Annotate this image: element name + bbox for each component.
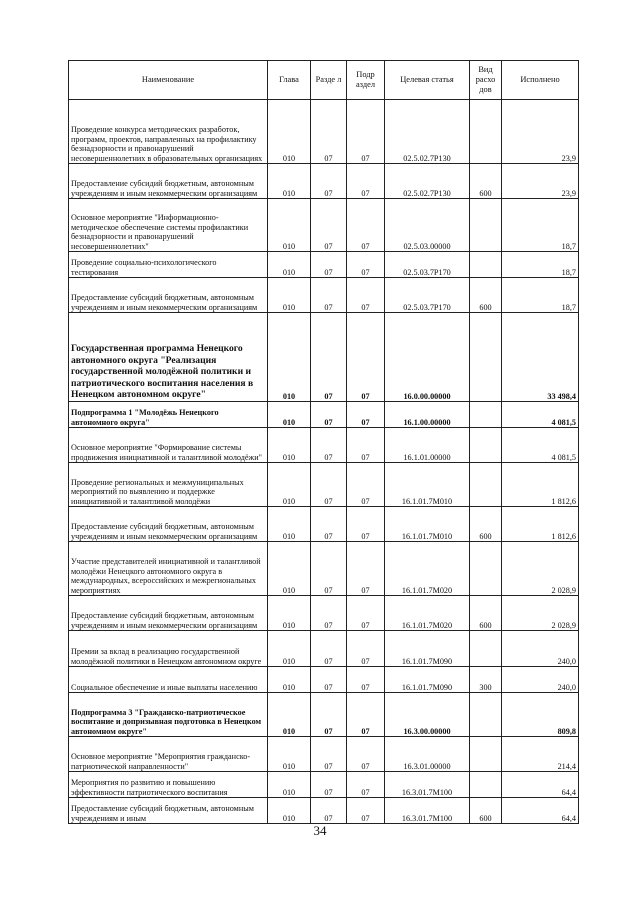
row-glava-cell: 010 xyxy=(268,667,311,693)
row-podrazdel-cell: 07 xyxy=(347,199,385,252)
row-amount-cell: 2 028,9 xyxy=(502,542,579,596)
row-name-cell: Подпрограмма 1 "Молодёжь Ненецкого автономного округа" xyxy=(69,402,268,428)
row-name-cell: Основное мероприятие "Мероприятия гражданско-патриотической направленности" xyxy=(69,737,268,772)
row-amount-cell: 1 812,6 xyxy=(502,463,579,507)
row-vid-cell xyxy=(470,252,502,278)
row-podrazdel-cell: 07 xyxy=(347,596,385,631)
row-name-cell: Премии за вклад в реализацию государственной молодёжной политики в Ненецком автономном округе xyxy=(69,631,268,667)
row-vid-cell xyxy=(470,100,502,164)
row-amount-cell: 4 081,5 xyxy=(502,402,579,428)
table-header-row xyxy=(69,61,579,100)
row-glava-cell: 010 xyxy=(268,252,311,278)
row-podrazdel-cell: 07 xyxy=(347,252,385,278)
row-podrazdel-cell: 07 xyxy=(347,313,385,402)
row-statya-cell: 02.5.03.7Р170 xyxy=(385,278,470,313)
table-row xyxy=(69,772,579,798)
row-vid-cell: 600 xyxy=(470,507,502,542)
table-row xyxy=(69,278,579,313)
table-row xyxy=(69,252,579,278)
header-razdel: Разде л xyxy=(311,61,347,100)
row-name-cell: Подпрограмма 3 "Гражданско-патриотическое воспитание и допризывная подготовка в Ненецком автономном округе" xyxy=(69,693,268,737)
table-row xyxy=(69,798,579,824)
row-statya-cell: 16.3.01.7М100 xyxy=(385,772,470,798)
row-razdel-cell: 07 xyxy=(311,313,347,402)
row-podrazdel-cell: 07 xyxy=(347,402,385,428)
row-amount-cell: 809,8 xyxy=(502,693,579,737)
row-vid-cell xyxy=(470,542,502,596)
row-statya-cell: 16.3.01.00000 xyxy=(385,737,470,772)
table-row xyxy=(69,402,579,428)
row-glava-cell: 010 xyxy=(268,164,311,199)
row-podrazdel-cell: 07 xyxy=(347,737,385,772)
row-vid-cell: 600 xyxy=(470,164,502,199)
row-statya-cell: 02.5.02.7Р130 xyxy=(385,100,470,164)
row-glava-cell: 010 xyxy=(268,313,311,402)
row-statya-cell: 16.1.01.7М020 xyxy=(385,542,470,596)
table-row xyxy=(69,313,579,402)
header-vid: Вид расхо дов xyxy=(470,61,502,100)
row-razdel-cell: 07 xyxy=(311,631,347,667)
row-vid-cell: 300 xyxy=(470,667,502,693)
table-row xyxy=(69,631,579,667)
row-vid-cell xyxy=(470,737,502,772)
table-row xyxy=(69,428,579,463)
row-podrazdel-cell: 07 xyxy=(347,100,385,164)
row-name-cell: Государственная программа Ненецкого автономного округа "Реализация государственной молодёжной политики и патриотического воспитания населения в Ненецком автономном округе" xyxy=(69,313,268,402)
table-row xyxy=(69,542,579,596)
row-amount-cell: 18,7 xyxy=(502,199,579,252)
row-amount-cell: 18,7 xyxy=(502,252,579,278)
row-statya-cell: 16.1.01.7М090 xyxy=(385,631,470,667)
row-razdel-cell: 07 xyxy=(311,199,347,252)
row-amount-cell: 18,7 xyxy=(502,278,579,313)
row-podrazdel-cell: 07 xyxy=(347,772,385,798)
row-glava-cell: 010 xyxy=(268,507,311,542)
row-amount-cell: 4 081,5 xyxy=(502,428,579,463)
row-glava-cell: 010 xyxy=(268,278,311,313)
row-podrazdel-cell: 07 xyxy=(347,507,385,542)
row-vid-cell xyxy=(470,631,502,667)
row-glava-cell: 010 xyxy=(268,596,311,631)
row-podrazdel-cell: 07 xyxy=(347,631,385,667)
row-glava-cell: 010 xyxy=(268,199,311,252)
row-razdel-cell: 07 xyxy=(311,164,347,199)
row-name-cell: Проведение региональных и межмуниципальных мероприятий по выявлению и поддержке инициативной и талантливой молодёжи xyxy=(69,463,268,507)
row-vid-cell: 600 xyxy=(470,798,502,824)
row-vid-cell: 600 xyxy=(470,596,502,631)
row-name-cell: Проведение социально-психологического тестирования xyxy=(69,252,268,278)
row-statya-cell: 16.0.00.00000 xyxy=(385,313,470,402)
row-glava-cell: 010 xyxy=(268,463,311,507)
row-name-cell: Мероприятия по развитию и повышению эффективности патриотического воспитания xyxy=(69,772,268,798)
header-glava: Глава xyxy=(268,61,311,100)
row-statya-cell: 16.1.00.00000 xyxy=(385,402,470,428)
row-statya-cell: 16.3.01.7М100 xyxy=(385,798,470,824)
row-name-cell: Основное мероприятие "Формирование системы продвижения инициативной и талантливой молодёжи" xyxy=(69,428,268,463)
row-razdel-cell: 07 xyxy=(311,542,347,596)
row-glava-cell: 010 xyxy=(268,542,311,596)
row-name-cell: Предоставление субсидий бюджетным, автономным учреждениям и иным xyxy=(69,798,268,824)
row-amount-cell: 33 498,4 xyxy=(502,313,579,402)
row-amount-cell: 23,9 xyxy=(502,100,579,164)
row-amount-cell: 214,4 xyxy=(502,737,579,772)
row-razdel-cell: 07 xyxy=(311,278,347,313)
row-razdel-cell: 07 xyxy=(311,252,347,278)
header-name: Наименование xyxy=(69,61,268,100)
row-statya-cell: 02.5.03.7Р170 xyxy=(385,252,470,278)
row-podrazdel-cell: 07 xyxy=(347,164,385,199)
page-number: 34 xyxy=(313,823,327,838)
row-amount-cell: 2 028,9 xyxy=(502,596,579,631)
table-row xyxy=(69,667,579,693)
row-amount-cell: 1 812,6 xyxy=(502,507,579,542)
row-razdel-cell: 07 xyxy=(311,798,347,824)
row-vid-cell xyxy=(470,693,502,737)
row-razdel-cell: 07 xyxy=(311,463,347,507)
row-amount-cell: 64,4 xyxy=(502,772,579,798)
row-amount-cell: 240,0 xyxy=(502,631,579,667)
row-podrazdel-cell: 07 xyxy=(347,463,385,507)
row-razdel-cell: 07 xyxy=(311,693,347,737)
row-glava-cell: 010 xyxy=(268,737,311,772)
row-statya-cell: 16.3.00.00000 xyxy=(385,693,470,737)
row-name-cell: Основное мероприятие "Информационно-методическое обеспечение системы профилактики безнадзорности и правонарушений несовершеннолетних" xyxy=(69,199,268,252)
table-row xyxy=(69,507,579,542)
row-amount-cell: 64,4 xyxy=(502,798,579,824)
row-name-cell: Предоставление субсидий бюджетным, автономным учреждениям и иным некоммерческим организациям xyxy=(69,507,268,542)
row-name-cell: Проведение конкурса методических разработок, программ, проектов, направленных на профилактику безнадзорности и правонарушений несовершеннолетних в образовательных организациях xyxy=(69,100,268,164)
row-vid-cell: 600 xyxy=(470,278,502,313)
row-podrazdel-cell: 07 xyxy=(347,693,385,737)
row-razdel-cell: 07 xyxy=(311,596,347,631)
row-statya-cell: 16.1.01.7М020 xyxy=(385,596,470,631)
row-vid-cell xyxy=(470,463,502,507)
row-podrazdel-cell: 07 xyxy=(347,798,385,824)
row-vid-cell xyxy=(470,199,502,252)
row-razdel-cell: 07 xyxy=(311,772,347,798)
row-name-cell: Участие представителей инициативной и талантливой молодёжи Ненецкого автономного округа в международных, всероссийских и межрегиональных мероприятиях xyxy=(69,542,268,596)
header-podrazdel: Подр аздел xyxy=(347,61,385,100)
row-vid-cell xyxy=(470,313,502,402)
table-row xyxy=(69,100,579,164)
header-ispolneno: Исполнено xyxy=(502,61,579,100)
row-name-cell: Социальное обеспечение и иные выплаты населению xyxy=(69,667,268,693)
row-statya-cell: 16.1.01.7М010 xyxy=(385,463,470,507)
row-podrazdel-cell: 07 xyxy=(347,667,385,693)
row-podrazdel-cell: 07 xyxy=(347,542,385,596)
row-statya-cell: 02.5.03.00000 xyxy=(385,199,470,252)
row-name-cell: Предоставление субсидий бюджетным, автономным учреждениям и иным некоммерческим организациям xyxy=(69,164,268,199)
row-razdel-cell: 07 xyxy=(311,100,347,164)
table-row xyxy=(69,463,579,507)
table-body xyxy=(69,100,579,824)
row-razdel-cell: 07 xyxy=(311,402,347,428)
row-vid-cell xyxy=(470,428,502,463)
budget-document-page xyxy=(68,60,578,824)
budget-execution-table xyxy=(68,60,579,824)
row-razdel-cell: 07 xyxy=(311,737,347,772)
row-podrazdel-cell: 07 xyxy=(347,278,385,313)
row-statya-cell: 16.1.01.7М090 xyxy=(385,667,470,693)
table-row xyxy=(69,693,579,737)
row-statya-cell: 02.5.02.7Р130 xyxy=(385,164,470,199)
header-statya: Целевая статья xyxy=(385,61,470,100)
row-name-cell: Предоставление субсидий бюджетным, автономным учреждениям и иным некоммерческим организациям xyxy=(69,596,268,631)
row-glava-cell: 010 xyxy=(268,428,311,463)
row-amount-cell: 240,0 xyxy=(502,667,579,693)
table-row xyxy=(69,737,579,772)
row-vid-cell xyxy=(470,402,502,428)
row-vid-cell xyxy=(470,772,502,798)
row-glava-cell: 010 xyxy=(268,798,311,824)
table-row xyxy=(69,199,579,252)
row-razdel-cell: 07 xyxy=(311,667,347,693)
row-statya-cell: 16.1.01.7М010 xyxy=(385,507,470,542)
table-row xyxy=(69,164,579,199)
row-statya-cell: 16.1.01.00000 xyxy=(385,428,470,463)
row-glava-cell: 010 xyxy=(268,100,311,164)
row-podrazdel-cell: 07 xyxy=(347,428,385,463)
row-glava-cell: 010 xyxy=(268,402,311,428)
row-razdel-cell: 07 xyxy=(311,428,347,463)
table-row xyxy=(69,596,579,631)
row-amount-cell: 23,9 xyxy=(502,164,579,199)
row-glava-cell: 010 xyxy=(268,693,311,737)
row-razdel-cell: 07 xyxy=(311,507,347,542)
row-glava-cell: 010 xyxy=(268,772,311,798)
row-name-cell: Предоставление субсидий бюджетным, автономным учреждениям и иным некоммерческим организациям xyxy=(69,278,268,313)
row-glava-cell: 010 xyxy=(268,631,311,667)
